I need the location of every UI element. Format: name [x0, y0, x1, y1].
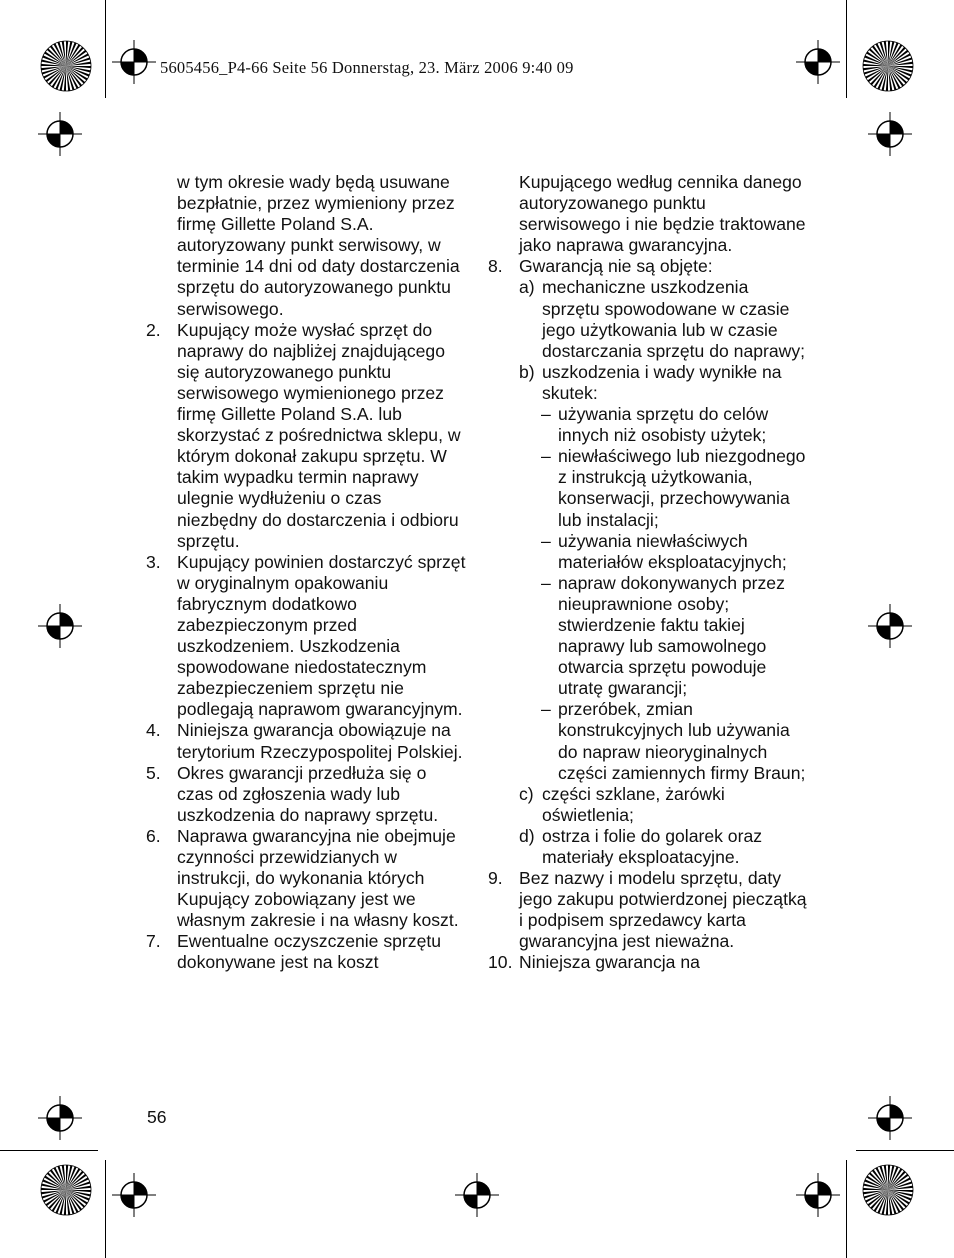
list-item — [146, 552, 466, 721]
item-number: 7. — [146, 931, 161, 952]
page-number: 56 — [147, 1107, 167, 1127]
item-number: 6. — [146, 825, 161, 846]
registration-target-icon — [112, 40, 156, 84]
item-number: 3. — [146, 551, 161, 572]
crop-line — [856, 1150, 954, 1151]
crop-line — [846, 1160, 847, 1258]
starburst-icon — [40, 40, 92, 92]
item-number: 5. — [146, 762, 161, 783]
left-column — [146, 172, 466, 974]
item-text: Ewentualne oczyszczenie sprzętu dokonywane jest na koszt — [177, 931, 442, 973]
registration-target-icon — [868, 604, 912, 648]
item-text: Kupujący powinien dostarczyć sprzęt w oryginalnym opakowaniu fabrycznym dodatkowo zabezpieczonym przed uszkodzeniem. Uszkodzenia spowodowane niedostatecznym zabezpieczeniem sprzętu nie podlegają naprawom gwarancyjnym. — [177, 551, 466, 720]
sub-item: d) ostrza i folie do golarek oraz materiały eksploatacyjne. — [519, 825, 763, 867]
right-column — [488, 172, 808, 974]
list-item — [146, 763, 466, 826]
registration-target-icon — [38, 112, 82, 156]
dash-item: – używania niewłaściwych materiałów eksploatacyjnych; — [541, 530, 787, 572]
item-text: Niniejsza gwarancja obowiązuje na terytorium Rzeczypospolitej Polskiej. — [177, 720, 463, 762]
item-text: Naprawa gwarancyjna nie obejmuje czynności przewidzianych w instrukcji, do wykonania których Kupujący zobowiązany jest we własnym zakresie i na własny koszt. — [177, 825, 459, 931]
item-number: 9. — [488, 868, 503, 889]
item-number: 10. — [488, 952, 513, 973]
item-number: 2. — [146, 319, 161, 340]
registration-target-icon — [38, 1096, 82, 1140]
sub-item: c) części szklane, żarówki oświetlenia; — [519, 783, 725, 825]
list-item — [488, 256, 808, 868]
item-number: 8. — [488, 256, 503, 277]
continuation-text: Kupującego według cennika danego autoryzowanego punktu serwisowego i nie będzie traktowane jako naprawa gwarancyjna. — [519, 172, 806, 256]
crop-line — [105, 0, 106, 98]
item-text: Bez nazwy i modelu sprzętu, daty jego zakupu potwierdzonej pieczątką i podpisem sprzedawcy karta gwarancyjna jest nieważna. — [519, 868, 807, 952]
registration-target-icon — [868, 1096, 912, 1140]
dash-item: – przeróbek, zmian konstrukcyjnych lub używania do napraw nieoryginalnych części zamiennych firmy Braun; — [541, 699, 806, 783]
item-text: Okres gwarancji przedłuża się o czas od zgłoszenia wady lub uszkodzenia do naprawy sprzętu. — [177, 762, 439, 825]
starburst-icon — [862, 40, 914, 92]
registration-target-icon — [38, 604, 82, 648]
list-item — [146, 931, 466, 973]
registration-target-icon — [868, 112, 912, 156]
starburst-icon — [40, 1164, 92, 1216]
crop-line — [0, 1150, 98, 1151]
list-item — [488, 868, 808, 952]
continuation-text: w tym okresie wady będą usuwane bezpłatnie, przez wymieniony przez firmę Gillette Poland S.A. autoryzowany punkt serwisowy, w terminie 14 dni od daty dostarczenia sprzętu do autoryzowanego punktu serwisowego. — [177, 172, 460, 319]
dash-item: – napraw dokonywanych przez nieuprawnione osoby; stwierdzenie faktu takiej naprawy lub samowolnego otwarcia sprzętu powoduje utratę gwarancji; — [541, 572, 785, 699]
dash-item: – niewłaściwego lub niezgodnego z instrukcją użytkowania, konserwacji, przechowywania lub instalacji; — [541, 446, 806, 530]
item-text: Niniejsza gwarancja na — [519, 952, 700, 973]
list-item — [146, 720, 466, 762]
crop-line — [846, 0, 847, 98]
registration-target-icon — [796, 40, 840, 84]
registration-target-icon — [112, 1173, 156, 1217]
print-header: 5605456_P4-66 Seite 56 Donnerstag, 23. März 2006 9:40 09 — [160, 58, 574, 77]
list-item — [146, 320, 466, 552]
item-number: 4. — [146, 720, 161, 741]
registration-target-icon — [455, 1173, 499, 1217]
list-item — [146, 172, 466, 320]
item-text: Gwarancją nie są objęte: — [519, 256, 713, 277]
sub-item: a) mechaniczne uszkodzenia sprzętu spowodowane w czasie jego użytkowania lub w czasie dostarczania sprzętu do naprawy; — [519, 277, 806, 361]
crop-line — [105, 1160, 106, 1258]
registration-target-icon — [796, 1173, 840, 1217]
list-item — [488, 172, 808, 256]
sub-item: b) uszkodzenia i wady wynikłe na skutek: — [519, 361, 782, 403]
starburst-icon — [862, 1164, 914, 1216]
list-item — [488, 952, 808, 973]
dash-item: – używania sprzętu do celów innych niż osobisty użytek; — [541, 404, 769, 446]
item-text: Kupujący może wysłać sprzęt do naprawy do najbliżej znajdującego się autoryzowanego punktu serwisowego wymienionego przez firmę Gillette Poland S.A. lub skorzystać z pośrednictwa sklepu, w którym dokonał zakupu sprzętu. W takim wypadku termin naprawy ulegnie wydłużeniu o czas niezbędny do dostarczenia i odbioru sprzętu. — [177, 319, 461, 551]
list-item — [146, 826, 466, 931]
